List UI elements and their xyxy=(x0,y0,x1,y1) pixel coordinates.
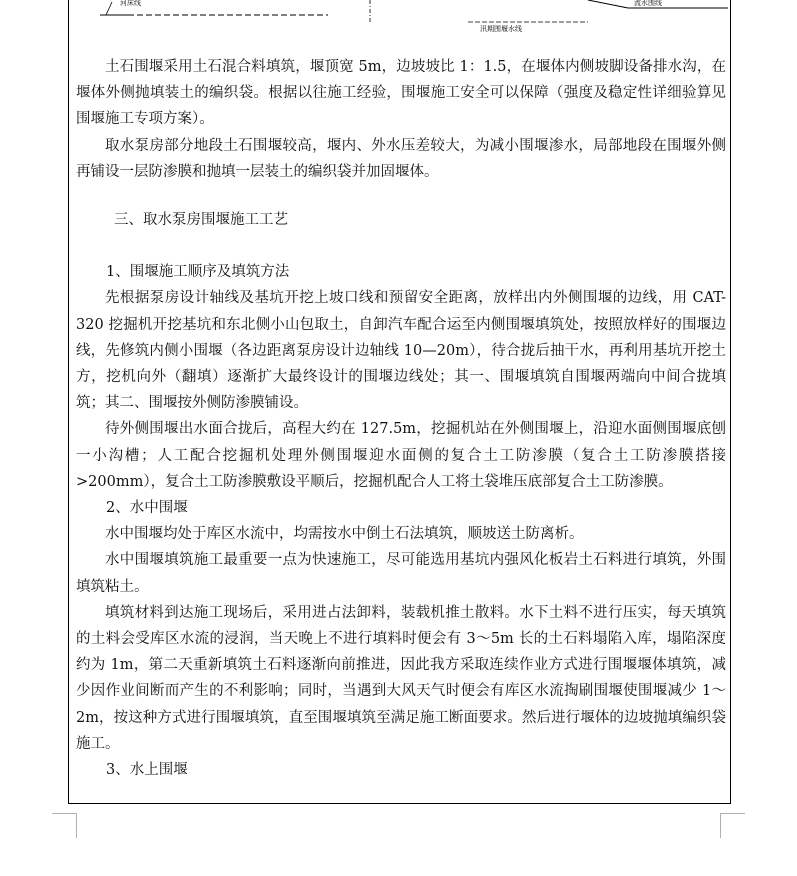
diagram-label-bottom: 汛期围堰水线 xyxy=(480,25,522,33)
paragraph-filling-method: 填筑材料到达施工现场后，采用进占法卸料，装载机推土散料。水下土料不进行压实，每天填筑的土料会受库区水流的浸润，当天晚上不进行填料时便会有 3～5m 长的土石料塌陷入库，塌陷深度约为 1m，第二天重新填筑土石料逐渐向前推进，因此我方采取连续作业方式进行围堰堰体填筑，减少因作业间断而产生的不利影响；同时，当遇到大风天气时便会有库区水流掏刷围堰使围堰减少 1～2m，按这种方式进行围堰填筑，直至围堰填筑至满足施工断面要求。然后进行堰体的边坡抛填编织袋施工。 xyxy=(76,604,726,752)
paragraph-underwater-cofferdam: 水中围堰均处于库区水流中，均需按水中倒土石法填筑，顺坡送土防离析。 xyxy=(105,526,584,543)
diagram-label-left: 河床线 xyxy=(120,0,141,7)
paragraph-geomembrane: 待外侧围堰出水面合拢后，高程大约在 127.5m，挖掘机站在外侧围堰上，沿迎水面侧围堰底刨一小沟槽；人工配合挖掘机处理外侧围堰迎水面侧的复合土工防渗膜（复合土工防渗膜搭接>200mm），复合土工防渗膜敷设平顺后，挖掘机配合人工将土袋堆压底部复合土工防渗膜。 xyxy=(76,421,726,490)
section-heading: 三、取水泵房围堰施工工艺 xyxy=(114,212,288,229)
subsection-heading-3: 3、水上围堰 xyxy=(106,762,188,779)
page-margin-mark-right xyxy=(720,813,745,838)
page-margin-mark-left xyxy=(52,813,77,838)
subsection-heading-1: 1、围堰施工顺序及填筑方法 xyxy=(106,264,290,281)
paragraph-cofferdam-design: 土石围堰采用土石混合料填筑，堰顶宽 5m，边坡坡比 1：1.5，在堰体内侧坡脚设备排水沟，在堰体外侧抛填装土的编织袋。根据以往施工经验，围堰施工安全可以保障（强度及稳定性详细验算见围堰施工专项方案）。 xyxy=(76,59,726,128)
diagram-label-right: 流水围线 xyxy=(634,0,662,7)
document-body xyxy=(76,54,726,783)
paragraph-seepage-reinforcement: 取水泵房部分地段土石围堰较高，堰内、外水压差较大，为减小围堰渗水，局部地段在围堰外侧再铺设一层防渗膜和抛填一层装土的编织袋并加固堰体。 xyxy=(76,137,726,180)
paragraph-rapid-construction: 水中围堰填筑施工最重要一点为快速施工，尽可能选用基坑内强风化板岩土石料进行填筑，外围填筑粘土。 xyxy=(76,552,726,595)
subsection-heading-2: 2、水中围堰 xyxy=(106,500,188,517)
blank-line xyxy=(76,185,726,207)
blank-line xyxy=(76,233,726,259)
paragraph-construction-sequence: 先根据泵房设计轴线及基坑开挖上坡口线和预留安全距离，放样出内外侧围堰的边线，用 CAT-320 挖掘机开挖基坑和东北侧小山包取土，自卸汽车配合运至内侧围堰填筑处，按照放样好的围堰边线，先修筑内侧小围堰（各边距离泵房设计边轴线 10—20m），待合拢后抽干水，再利用基坑开挖土方，挖机向外（翻填）逐渐扩大最终设计的围堰边线处；其一、围堰填筑自围堰两端向中间合拢填筑；其二、围堰按外侧防渗膜铺设。 xyxy=(76,290,726,412)
